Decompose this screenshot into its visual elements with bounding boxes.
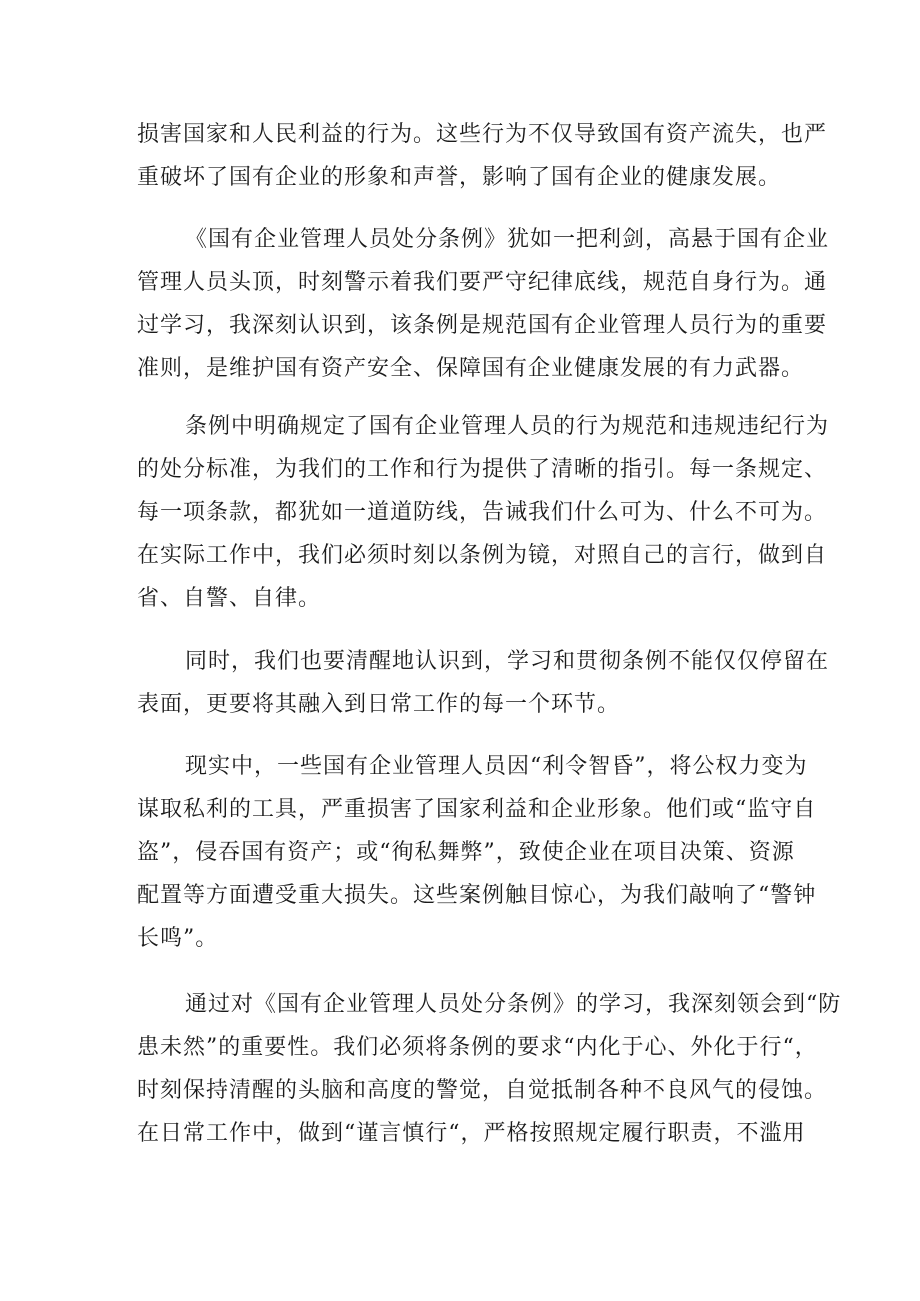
paragraph-4 [137,640,830,726]
paragraph-5 [137,745,817,960]
text-line: 损害国家和人民利益的行为。这些行为不仅导致国有资产流失，也严 [137,122,828,147]
paragraph-3 [137,405,830,620]
text-line: 同时，我们也要清醒地认识到，学习和贯彻条例不能仅仅停留在 [185,649,830,674]
text-line: 谋取私利的工具，严重损害了国家利益和企业形象。他们或“监守自 [137,797,817,822]
text-line: 患未然”的重要性。我们必须将条例的要求“内化于心、外化于行“， [137,1035,818,1060]
text-line: 盗”，侵吞国有资产；或“徇私舞弊”，致使企业在项目决策、资源 [137,840,795,865]
text-line: 《国有企业管理人员处分条例》犹如一把利剑，高悬于国有企业 [185,227,830,252]
text-line: 重破坏了国有企业的形象和声誉，影响了国有企业的健康发展。 [137,165,782,190]
text-line: 现实中，一些国有企业管理人员因“利令智昏”，将公权力变为 [185,754,808,779]
paragraph-1 [137,113,828,199]
text-line: 的处分标准，为我们的工作和行为提供了清晰的指引。每一条规定、 [137,457,828,482]
text-line: 长鸣”。 [137,926,219,951]
paragraph-6 [137,983,842,1155]
text-line: 表面，更要将其融入到日常工作的每一个环节。 [137,692,621,717]
text-line: 通过对《国有企业管理人员处分条例》的学习，我深刻领会到“防 [185,992,842,1017]
text-line: 省、自警、自律。 [137,586,322,611]
text-line: 管理人员头顶，时刻警示着我们要严守纪律底线，规范自身行为。通 [137,270,828,295]
text-line: 在日常工作中，做到“谨言慎行“，严格按照规定履行职责，不滥用 [137,1121,806,1146]
text-line: 在实际工作中，我们必须时刻以条例为镜，对照自己的言行，做到自 [137,543,828,568]
text-line: 过学习，我深刻认识到，该条例是规范国有企业管理人员行为的重要 [137,313,828,338]
text-line: 条例中明确规定了国有企业管理人员的行为规范和违规违纪行为 [185,414,830,439]
text-line: 时刻保持清醒的头脑和高度的警觉，自觉抵制各种不良风气的侵蚀。 [137,1078,828,1103]
text-line: 配置等方面遭受重大损失。这些案例触目惊心，为我们敲响了“警钟 [137,883,817,908]
paragraph-2 [137,218,830,390]
text-line: 准则，是维护国有资产安全、保障国有企业健康发展的有力武器。 [137,356,805,381]
text-line: 每一项条款，都犹如一道道防线，告诫我们什么可为、什么不可为。 [137,500,828,525]
